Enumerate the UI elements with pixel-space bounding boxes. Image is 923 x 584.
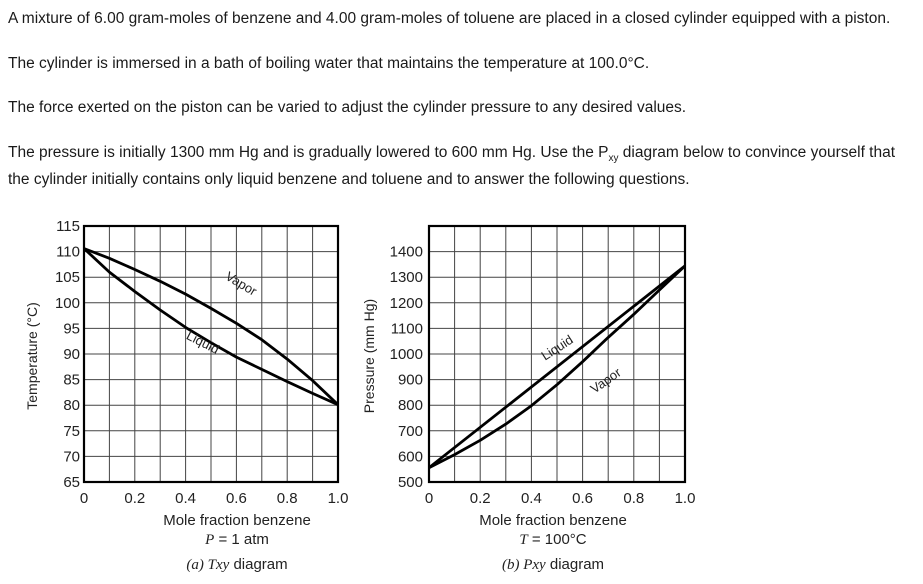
y-tick-label: 1300 bbox=[389, 269, 423, 287]
y-tick-label: 1100 bbox=[390, 320, 423, 338]
condition-value: = 1 atm bbox=[214, 531, 269, 548]
x-tick-label: 0.2 bbox=[124, 490, 146, 507]
condition-variable: P bbox=[205, 532, 215, 548]
diagram-caption bbox=[502, 556, 604, 573]
x-tick-label: 0.6 bbox=[225, 490, 247, 507]
liquid-curve-label: Liquid bbox=[184, 327, 222, 357]
x-axis-label: Mole fraction benzene bbox=[479, 512, 627, 529]
y-tick-label: 500 bbox=[397, 474, 423, 491]
y-tick-label: 900 bbox=[397, 371, 423, 389]
condition-label bbox=[204, 531, 269, 548]
p4-text-a: The pressure is initially 1300 mm Hg and is gradually lowered to 600 mm Hg. Use the P bbox=[8, 144, 609, 161]
caption-letter: (a) bbox=[186, 557, 208, 573]
x-tick-label: 0 bbox=[79, 490, 89, 507]
y-tick-label: 700 bbox=[397, 422, 423, 440]
liquid-curve-label: Liquid bbox=[538, 331, 576, 364]
x-tick-label: 0.8 bbox=[276, 490, 298, 507]
vapor-curve-label: Vapor bbox=[222, 268, 260, 299]
caption-name: Txy bbox=[207, 557, 230, 573]
y-tick-label: 1000 bbox=[389, 346, 423, 363]
diagram-caption bbox=[186, 556, 287, 573]
x-tick-label: 0.6 bbox=[572, 490, 594, 507]
caption-name: Pxy bbox=[523, 557, 546, 573]
y-tick-label: 65 bbox=[63, 474, 80, 491]
y-tick-label: 110 bbox=[56, 243, 80, 261]
y-tick-label: 90 bbox=[63, 346, 80, 363]
x-tick-label: 0.8 bbox=[623, 490, 645, 507]
condition-label bbox=[519, 531, 586, 548]
txy-diagram bbox=[24, 218, 348, 573]
problem-paragraph-2: The cylinder is immersed in a bath of boiling water that maintains the temperature at 100.0°C. bbox=[8, 55, 650, 72]
x-tick-label: 1.0 bbox=[327, 490, 349, 507]
y-tick-label: 70 bbox=[63, 448, 80, 466]
y-tick-label: 105 bbox=[54, 269, 80, 287]
caption-rest: diagram bbox=[545, 556, 605, 573]
caption-rest: diagram bbox=[229, 556, 288, 573]
y-tick-label: 75 bbox=[63, 422, 80, 440]
x-tick-label: 1.0 bbox=[674, 490, 696, 507]
vapor-curve-label: Vapor bbox=[587, 364, 624, 397]
y-axis-label: Pressure (mm Hg) bbox=[361, 298, 377, 414]
y-tick-label: 1400 bbox=[389, 243, 423, 261]
y-tick-label: 100 bbox=[54, 294, 80, 312]
p4-subscript: xy bbox=[608, 153, 619, 165]
x-tick-label: 0 bbox=[424, 490, 434, 507]
problem-paragraph-1: A mixture of 6.00 gram-moles of benzene and 4.00 gram-moles of toluene are placed in a closed cylinder equipped with a piston. bbox=[8, 10, 891, 27]
condition-value: = 100°C bbox=[527, 531, 587, 548]
x-axis-label: Mole fraction benzene bbox=[163, 512, 311, 529]
y-tick-label: 80 bbox=[63, 397, 80, 415]
y-tick-label: 1200 bbox=[389, 294, 423, 312]
x-tick-label: 0.4 bbox=[175, 490, 197, 507]
y-axis-label: Temperature (°C) bbox=[24, 302, 40, 410]
y-tick-label: 85 bbox=[63, 371, 80, 389]
y-tick-label: 95 bbox=[63, 320, 80, 338]
caption-letter: (b) bbox=[501, 557, 524, 573]
y-tick-label: 115 bbox=[56, 218, 80, 235]
pxy-diagram bbox=[361, 226, 695, 573]
p4-text-b: diagram below to convince yourself that the cylinder initially contains only liquid benzene and toluene and to answer the following questions. bbox=[8, 144, 896, 189]
y-tick-label: 800 bbox=[397, 397, 423, 415]
x-tick-label: 0.4 bbox=[520, 490, 542, 507]
problem-paragraph-3: The force exerted on the piston can be varied to adjust the cylinder pressure to any desired values. bbox=[8, 99, 687, 116]
x-tick-label: 0.2 bbox=[469, 490, 491, 507]
condition-variable: T bbox=[519, 532, 528, 548]
y-tick-label: 600 bbox=[397, 448, 423, 466]
